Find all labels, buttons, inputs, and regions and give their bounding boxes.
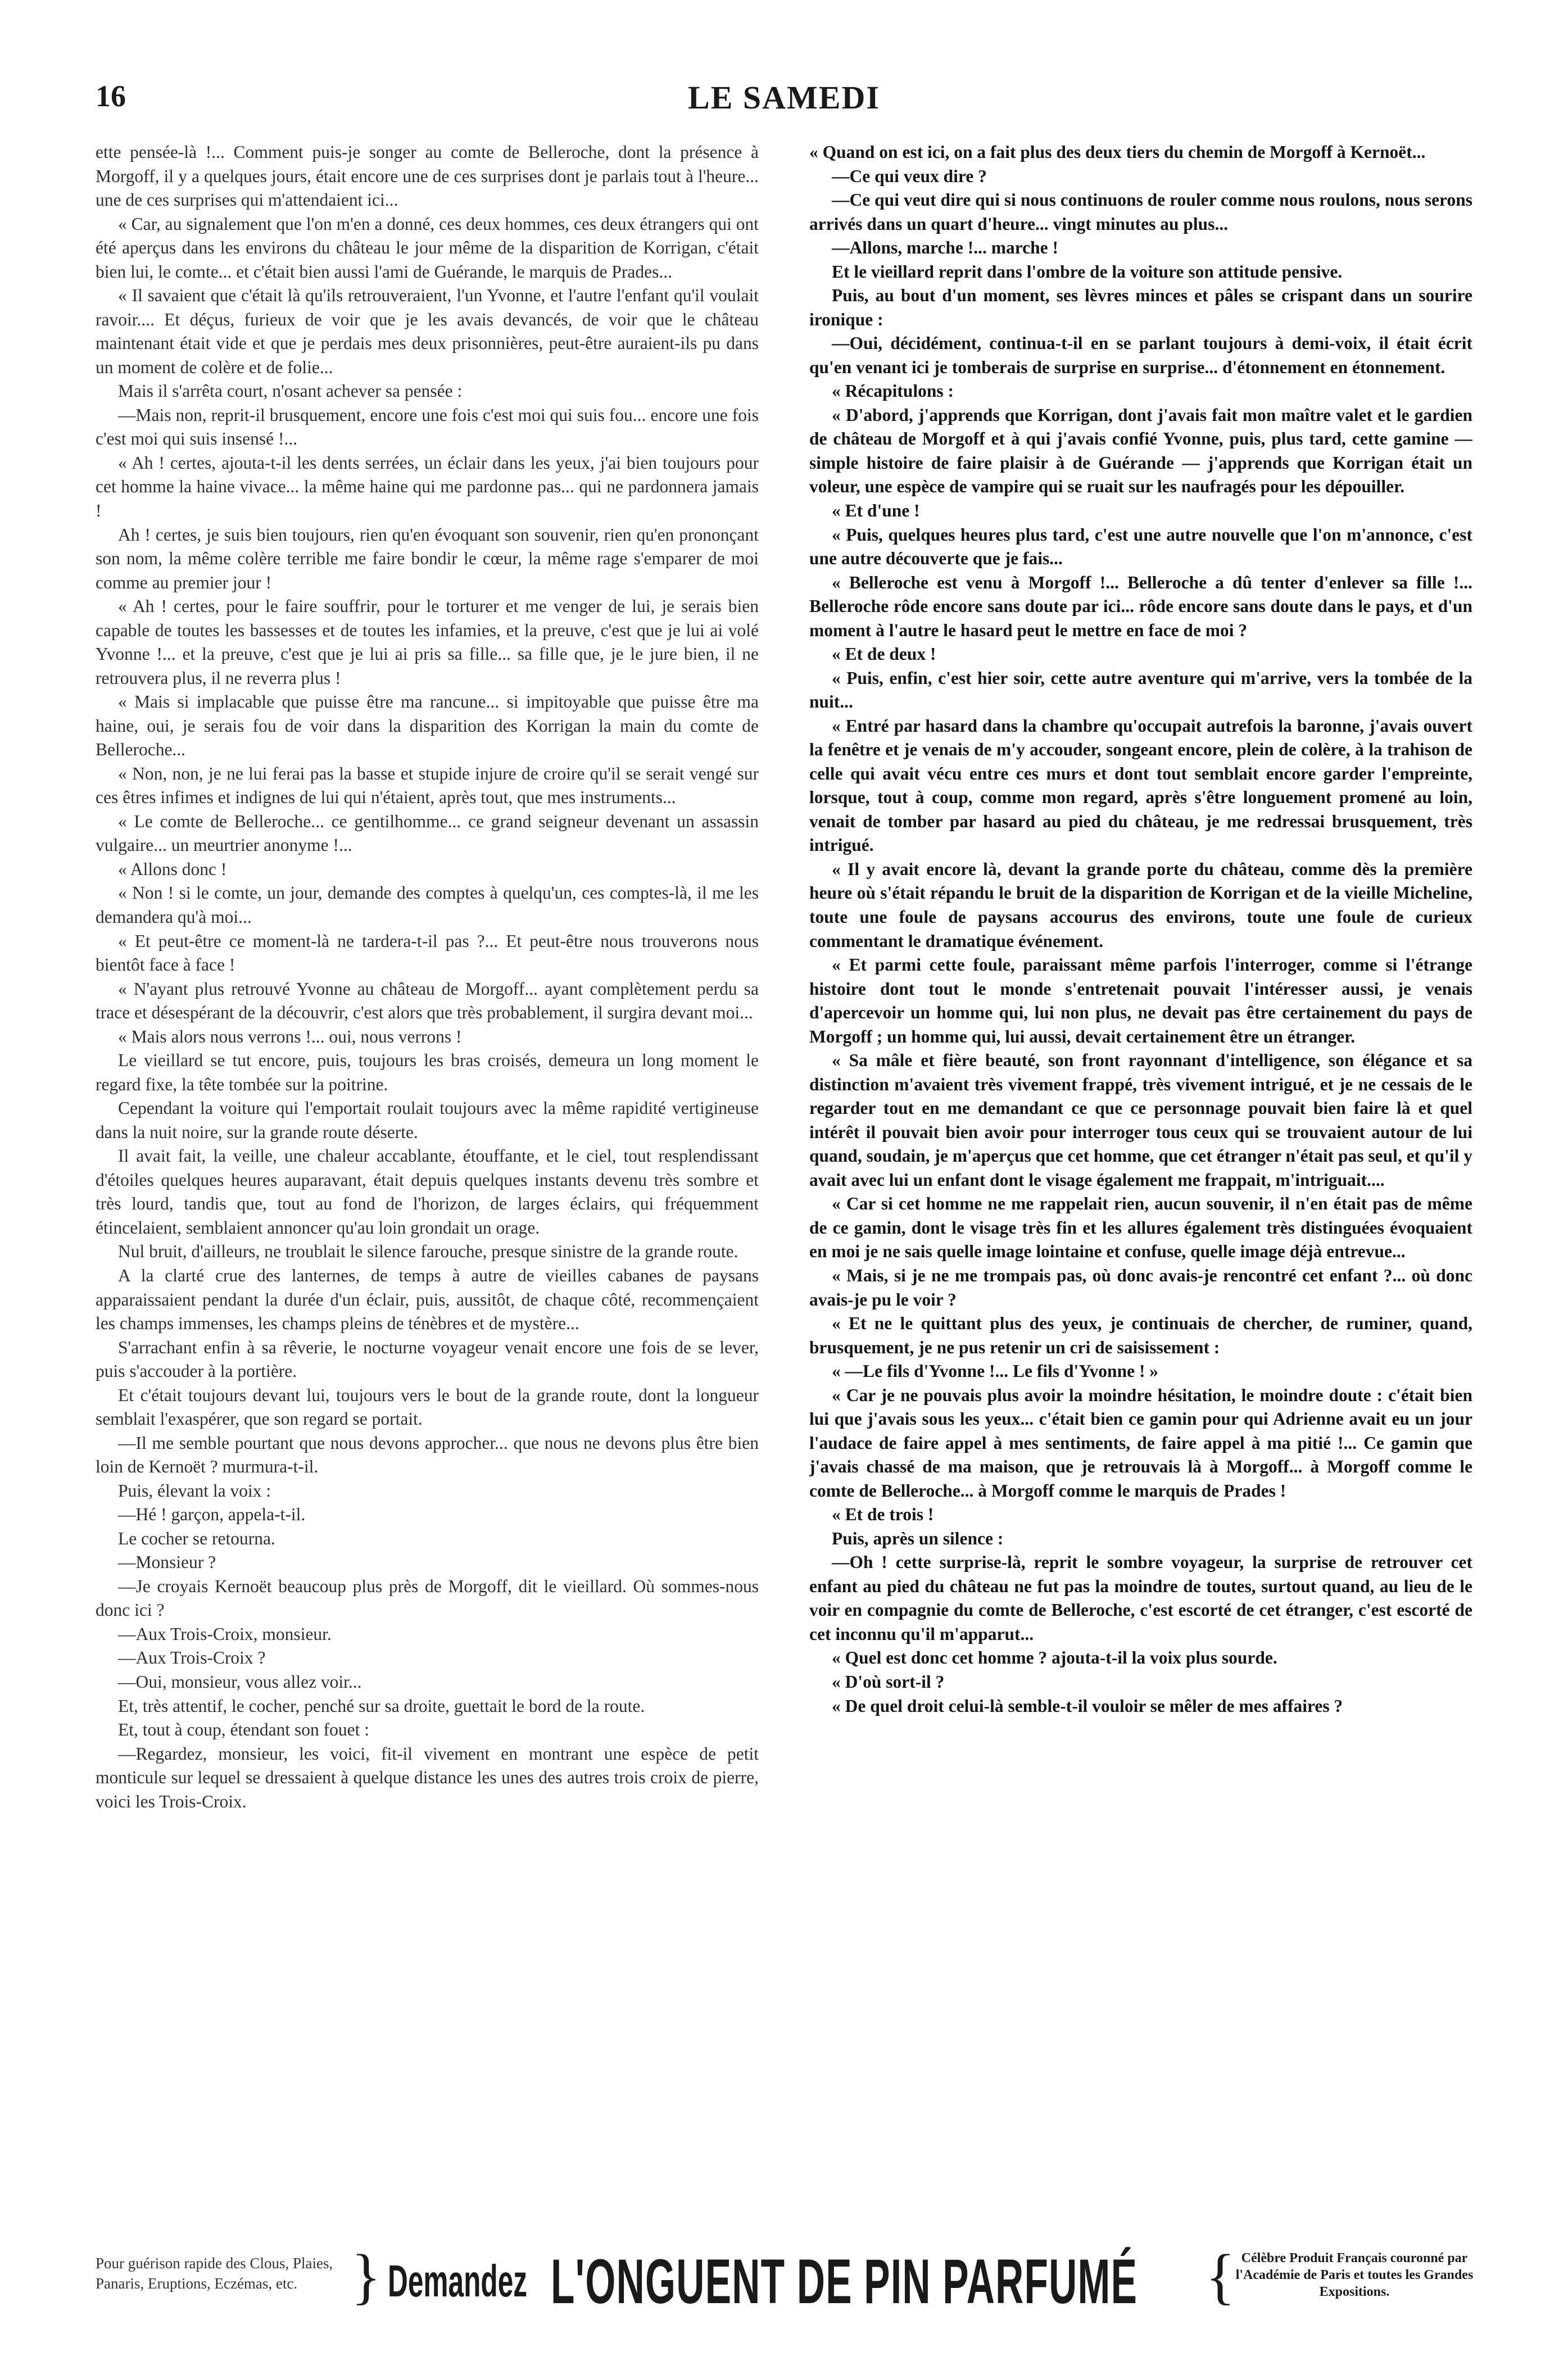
paragraph: Le cocher se retourna. bbox=[118, 1528, 275, 1548]
paragraph: « Mais alors nous verrons !... oui, nous verrons ! bbox=[118, 1026, 462, 1046]
paragraph: —Aux Trois-Croix, monsieur. bbox=[118, 1624, 332, 1644]
paragraph: « Puis, quelques heures plus tard, c'est une autre nouvelle que l'on m'annonce, c'est une autre découverte que je fais... bbox=[809, 524, 1472, 569]
paragraph: « Car je ne pouvais plus avoir la moindre hésitation, le moindre doute : c'était bien lui que j'avais sous les yeux... c'était bien ce gamin pour qui Adrienne avait eu un jour l'audace de faire appel à mes sentiments, de faire appel à ma pitié !... Ce gamin que j'avais chassé de ma maison, que je retrouvais là à Morgoff... à Morgoff comme le comte de Belleroche... à Morgoff comme le marquis de Prades ! bbox=[809, 1385, 1472, 1501]
paragraph: Puis, élevant la voix : bbox=[118, 1480, 271, 1501]
paragraph: —Je croyais Kernoët beaucoup plus près de Morgoff, dit le vieillard. Où sommes-nous donc ici ? bbox=[96, 1576, 759, 1620]
paragraph: « D'où sort-il ? bbox=[832, 1672, 945, 1692]
paragraph: —Il me semble pourtant que nous devons approcher... que nous ne devons plus être bien loin de Kernoët ? murmura-t-il. bbox=[96, 1433, 759, 1477]
paragraph: —Oui, monsieur, vous allez voir... bbox=[118, 1672, 362, 1692]
paragraph: « Et parmi cette foule, paraissant même parfois l'interroger, comme si l'étrange histoire dont tout le monde s'entretenait pouvait l'intéresser aussi, je venais d'apercevoir un homme qui, lui non plus, ne devait pas être certainement du pays de Morgoff ; un homme qui, lui aussi, devait certainement être un étranger. bbox=[809, 955, 1472, 1046]
paragraph: « Car, au signalement que l'on m'en a donné, ces deux hommes, ces deux étrangers qui ont été aperçus dans les environs du château le jour même de la disparition de Korrigan, c'était bien lui, le comte... et c'était bien aussi l'ami de Guérande, le marquis de Prades... bbox=[96, 214, 759, 282]
left-column bbox=[96, 141, 759, 2220]
paragraph: « N'ayant plus retrouvé Yvonne au château de Morgoff... ayant complètement perdu sa trace et désespérant de la découvrir, c'est alors que très probablement, il surgira devant moi... bbox=[96, 978, 759, 1023]
paragraph: Cependant la voiture qui l'emportait roulait toujours avec la même rapidité vertigineuse dans la nuit noire, sur la grande route déserte. bbox=[96, 1098, 759, 1142]
ad-product-name: L'ONGUENT DE PIN PARFUMÉ bbox=[551, 2246, 1138, 2317]
paragraph: S'arrachant enfin à sa rêverie, le nocturne voyageur venait encore une fois de se lever, puis s'accouder à la portière. bbox=[96, 1337, 759, 1381]
paragraph: —Oh ! cette surprise-là, reprit le sombre voyageur, la surprise de retrouver cet enfant au pied du château ne fut pas la moindre de toutes, surtout quand, au lieu de le voir en compagnie du comte de Belleroche, c'est escorté de cet étranger, c'est escorté de cet inconnu qu'il m'apparut... bbox=[809, 1552, 1472, 1644]
paragraph: A la clarté crue des lanternes, de temps à autre de vieilles cabanes de paysans apparaissaient pendant la durée d'un éclair, puis, aussitôt, de chaque côté, recommençaient les champs immenses, les champs pleins de ténèbres et de mystère... bbox=[96, 1265, 759, 1334]
paragraph: —Oui, décidément, continua-t-il en se parlant toujours à demi-voix, il était écrit qu'en venant ici je tomberais de surprise en surprise... d'étonnement en étonnement. bbox=[809, 333, 1472, 377]
paragraph: « De quel droit celui-là semble-t-il vouloir se mêler de mes affaires ? bbox=[832, 1696, 1343, 1716]
paragraph: —Mais non, reprit-il brusquement, encore une fois c'est moi qui suis fou... encore une fois c'est moi qui suis insensé !... bbox=[96, 405, 759, 449]
paragraph: « Et peut-être ce moment-là ne tardera-t-il pas ?... Et peut-être nous trouverons nous bientôt face à face ! bbox=[96, 931, 759, 975]
page-header bbox=[96, 79, 1472, 129]
paragraph: « Et d'une ! bbox=[832, 500, 920, 520]
paragraph: « Mais, si je ne me trompais pas, où donc avais-je rencontré cet enfant ?... où donc avais-je pu le voir ? bbox=[809, 1265, 1472, 1309]
paragraph: « Et de deux ! bbox=[832, 644, 936, 664]
paragraph: « Belleroche est venu à Morgoff !... Belleroche a dû tenter d'enlever sa fille !... Belleroche rôde encore sans doute par ici... rôde encore sans doute dans le pays, et d'un moment à l'autre le hasard peut le mettre en face de moi ? bbox=[809, 572, 1472, 640]
paragraph: « Récapitulons : bbox=[832, 381, 954, 401]
paragraph: Le vieillard se tut encore, puis, toujours les bras croisés, demeura un long moment le regard fixe, la tête tombée sur la poitrine. bbox=[96, 1050, 759, 1094]
paragraph: —Regardez, monsieur, les voici, fit-il vivement en montrant une espèce de petit monticule sur lequel se dressaient à quelque distance les unes des autres trois croix de pierre, voici les Trois-Croix. bbox=[96, 1743, 759, 1811]
advertisement-banner bbox=[96, 2242, 1474, 2317]
paragraph: « Car si cet homme ne me rappelait rien, aucun souvenir, il n'en était pas de même de ce gamin, dont le visage très fin et les allures également très distinguées évoquaient en moi je ne sais quelle image lointaine et confuse, quelle image déjà entrevue... bbox=[809, 1194, 1472, 1262]
paragraph: —Allons, marche !... marche ! bbox=[832, 238, 1059, 258]
paragraph: —Monsieur ? bbox=[118, 1552, 216, 1573]
paragraph: « Mais si implacable que puisse être ma rancune... si impitoyable que puisse être ma haine, oui, je serais fou de voir dans la disparition des Korrigan la main du comte de Belleroche... bbox=[96, 692, 759, 760]
paragraph: Puis, après un silence : bbox=[832, 1528, 1004, 1548]
ad-right-text: Célèbre Produit Français couronné par l'Académie de Paris et toutes les Grandes Expositions. bbox=[1235, 2251, 1474, 2299]
paragraph: « Et de trois ! bbox=[832, 1505, 934, 1525]
paragraph: « —Le fils d'Yvonne !... Le fils d'Yvonne ! » bbox=[832, 1361, 1159, 1381]
paragraph: Puis, au bout d'un moment, ses lèvres minces et pâles se crispant dans un sourire ironique : bbox=[809, 286, 1472, 329]
paragraph: Et c'était toujours devant lui, toujours vers le bout de la grande route, dont la longueur semblait l'exaspérer, que son regard se portait. bbox=[96, 1385, 759, 1429]
paragraph: « Quand on est ici, on a fait plus des deux tiers du chemin de Morgoff à Kernoët... bbox=[809, 142, 1426, 162]
ad-brace-left: } bbox=[351, 2242, 381, 2310]
ad-left-text: Pour guérison rapide des Clous, Plaies, Panaris, Eruptions, Eczémas, etc. bbox=[96, 2255, 333, 2292]
paragraph: « Non ! si le comte, un jour, demande des comptes à quelqu'un, ces comptes-là, il me les demandera qu'à moi... bbox=[96, 883, 759, 927]
paragraph: Il avait fait, la veille, une chaleur accablante, étouffante, et le ciel, tout resplendissant d'étoiles quelques heures auparavant, était depuis quelques instants devenu très sombre et très lourd, tandis que, tout au fond de l'horizon, de larges éclairs, qui fréquemment étincelaient, semblaient annoncer qu'au loin grondait un orage. bbox=[96, 1146, 759, 1238]
paragraph: Nul bruit, d'ailleurs, ne troublait le silence farouche, presque sinistre de la grande route. bbox=[118, 1241, 738, 1262]
paragraph: « Non, non, je ne lui ferai pas la basse et stupide injure de croire qu'il se serait vengé sur ces êtres infimes et indignes de lui qui n'étaient, après tout, que mes instruments... bbox=[96, 763, 759, 808]
paragraph: « Le comte de Belleroche... ce gentilhomme... ce grand seigneur devenant un assassin vulgaire... un meurtrier anonyme !... bbox=[96, 811, 759, 855]
paragraph: « Entré par hasard dans la chambre qu'occupait autrefois la baronne, j'avais ouvert la fenêtre et je venais de m'y accouder, songeant encore, plein de colère, à la trahison de celle qui avait vécu entre ces murs et dont tout semblait encore garder l'empreinte, lorsque, tout à coup, comme mon regard, après s'être longuement promené au loin, venait de tomber par hasard au pied du château, je me redressai brusquement, très intrigué. bbox=[809, 715, 1472, 855]
paragraph: « Il savaient que c'était là qu'ils retrouveraient, l'un Yvonne, et l'autre l'enfant qu'il voulait ravoir.... Et déçus, furieux de voir que je les avais devancés, de voir que le château maintenant était vide et que je perdais mes deux prisonnières, peut-être auraient-ils pu dans un moment de colère et de folie... bbox=[96, 286, 759, 377]
right-column bbox=[809, 141, 1472, 2220]
ad-brace-right: { bbox=[1206, 2242, 1235, 2310]
paragraph: —Hé ! garçon, appela-t-il. bbox=[118, 1505, 306, 1525]
paragraph: —Aux Trois-Croix ? bbox=[118, 1648, 266, 1668]
page-number: 16 bbox=[96, 79, 126, 113]
paragraph: ette pensée-là !... Comment puis-je songer au comte de Belleroche, dont la présence à Morgoff, il y a quelques jours, était encore une de ces surprises dont je parlais tout à l'heure... une de ces surprises qui m'attendaient ici... bbox=[96, 142, 759, 210]
paragraph: « Puis, enfin, c'est hier soir, cette autre aventure qui m'arrive, vers la tombée de la nuit... bbox=[809, 668, 1472, 712]
paragraph: « Sa mâle et fière beauté, son front rayonnant d'intelligence, son élégance et sa distinction m'avaient très vivement frappé, très vivement intrigué, et je ne cessais de le regarder tout en me demandant ce que ce personnage pouvait bien faire là et quel intérêt il pouvait bien avoir pour interroger tous ceux qui se trouvaient autour de lui quand, soudain, je m'aperçus que cet homme, que cet étranger n'était pas seul, et qu'il y avait avec lui un enfant dont le visage également me frappait, m'intriguait.... bbox=[809, 1050, 1472, 1190]
paragraph: « Allons donc ! bbox=[118, 859, 227, 879]
paragraph: Et, très attentif, le cocher, penché sur sa droite, guettait le bord de la route. bbox=[118, 1696, 645, 1716]
paragraph: « D'abord, j'apprends que Korrigan, dont j'avais fait mon maître valet et le gardien de château de Morgoff et à qui j'avais confié Yvonne, puis, plus tard, cette gamine — simple histoire de faire plaisir à de Guérande — j'apprends que Korrigan était un voleur, une espèce de vampire qui se ruait sur les naufragés pour les dépouiller. bbox=[809, 405, 1472, 497]
ad-demandez-text: Demandez bbox=[388, 2256, 528, 2306]
paragraph: —Ce qui veux dire ? bbox=[832, 166, 987, 186]
paragraph: Ah ! certes, je suis bien toujours, rien qu'en évoquant son souvenir, rien qu'en prononçant son nom, la même colère terrible me faire bondir le cœur, la même rage s'emparer de moi comme au premier jour ! bbox=[96, 524, 759, 592]
paragraph: Et, tout à coup, étendant son fouet : bbox=[118, 1720, 370, 1740]
article-columns bbox=[96, 141, 1472, 2220]
paragraph: « Ah ! certes, ajouta-t-il les dents serrées, un éclair dans les yeux, j'ai bien toujours pour cet homme la haine vivace... la même haine qui me pardonne pas... qui ne pardonnera jamais ! bbox=[96, 452, 759, 520]
newspaper-title: LE SAMEDI bbox=[688, 79, 880, 116]
paragraph: —Ce qui veut dire qui si nous continuons de rouler comme nous roulons, nous serons arrivés dans un quart d'heure... vingt minutes au plus... bbox=[809, 190, 1472, 234]
paragraph: Mais il s'arrêta court, n'osant achever sa pensée : bbox=[118, 381, 463, 401]
paragraph: « Il y avait encore là, devant la grande porte du château, comme dès la première heure où s'était répandu le bruit de la disparition de Korrigan et de la vieille Micheline, toute une foule de paysans accourus des environs, toute une foule de curieux commentant le dramatique événement. bbox=[809, 859, 1472, 951]
paragraph: « Et ne le quittant plus des yeux, je continuais de chercher, de ruminer, quand, brusquement, je ne pus retenir un cri de saisissement : bbox=[809, 1313, 1472, 1357]
paragraph: Et le vieillard reprit dans l'ombre de la voiture son attitude pensive. bbox=[832, 261, 1343, 282]
paragraph: « Ah ! certes, pour le faire souffrir, pour le torturer et me venger de lui, je serais bien capable de toutes les bassesses et de toutes les infamies, et la preuve, c'est que je lui ai volé Yvonne !... et la preuve, c'est que je lui ai pris sa fille... sa fille que, je le jure bien, il ne retrouvera plus, il ne reverra plus ! bbox=[96, 596, 759, 688]
paragraph: « Quel est donc cet homme ? ajouta-t-il la voix plus sourde. bbox=[832, 1648, 1277, 1668]
